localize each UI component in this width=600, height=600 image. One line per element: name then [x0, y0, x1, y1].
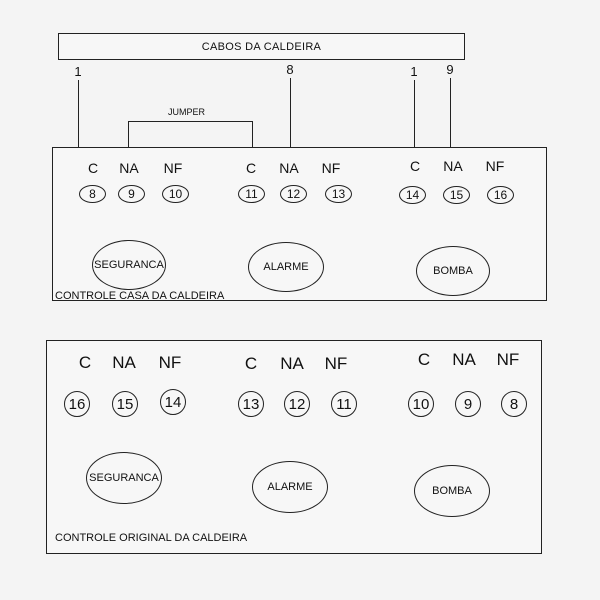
cable-box-title: CABOS DA CALDEIRA	[201, 40, 322, 53]
p2-caption: CONTROLE ORIGINAL DA CALDEIRA	[55, 532, 248, 544]
p2-label-na-2: NA	[280, 354, 304, 373]
jumper-wire-top	[128, 121, 253, 122]
p1-terminal-8: 8	[79, 185, 106, 203]
p2-terminal-8: 8	[501, 391, 527, 417]
p1-terminal-11: 11	[238, 185, 265, 203]
cable-box	[58, 33, 465, 60]
p2-device-alarme: ALARME	[252, 461, 328, 513]
wire-number-1: 1	[74, 64, 82, 79]
p1-terminal-14: 14	[399, 186, 426, 204]
p2-terminal-15: 15	[112, 391, 138, 417]
p1-device-alarme: ALARME	[248, 242, 324, 292]
p1-label-c-1: C	[87, 160, 99, 176]
p2-device-bomba: BOMBA	[414, 465, 490, 517]
p2-label-na-1: NA	[112, 353, 136, 372]
p1-label-nf-2: NF	[321, 160, 341, 176]
p1-device-bomba: BOMBA	[416, 246, 490, 296]
p1-label-na-2: NA	[279, 160, 299, 176]
p1-terminal-13: 13	[325, 185, 352, 203]
p2-device-seguranca: SEGURANCA	[86, 452, 162, 504]
p2-label-nf-1: NF	[158, 353, 182, 372]
p2-label-nf-3: NF	[496, 350, 520, 369]
wire-number-9: 9	[446, 62, 454, 77]
wire-9	[450, 78, 451, 148]
p2-label-nf-2: NF	[324, 354, 348, 373]
p2-label-na-3: NA	[452, 350, 476, 369]
p2-label-c-2: C	[244, 354, 258, 373]
p1-label-nf-3: NF	[485, 158, 505, 174]
wire-number-1b: 1	[410, 64, 418, 79]
p2-terminal-13: 13	[238, 391, 264, 417]
p1-terminal-12: 12	[280, 185, 307, 203]
p2-terminal-12: 12	[284, 391, 310, 417]
p1-label-c-3: C	[409, 158, 421, 174]
p2-label-c-1: C	[78, 353, 92, 372]
p2-terminal-16: 16	[64, 391, 90, 417]
p1-terminal-9: 9	[118, 185, 145, 203]
p1-label-nf-1: NF	[163, 160, 183, 176]
p2-terminal-11: 11	[331, 391, 357, 417]
wire-8	[290, 78, 291, 148]
p2-label-c-3: C	[417, 350, 431, 369]
jumper-label: JUMPER	[168, 107, 206, 117]
p1-terminal-15: 15	[443, 186, 470, 204]
jumper-wire-left	[128, 121, 129, 148]
wire-number-8: 8	[286, 62, 294, 77]
wire-1	[78, 80, 79, 148]
p2-terminal-9: 9	[455, 391, 481, 417]
wire-1b	[414, 80, 415, 148]
p1-caption: CONTROLE CASA DA CALDEIRA	[55, 290, 225, 302]
p2-terminal-14: 14	[160, 389, 186, 415]
p1-label-na-3: NA	[443, 158, 463, 174]
p2-terminal-10: 10	[408, 391, 434, 417]
p1-label-na-1: NA	[119, 160, 139, 176]
p1-label-c-2: C	[245, 160, 257, 176]
p1-terminal-10: 10	[162, 185, 189, 203]
p1-terminal-16: 16	[487, 186, 514, 204]
p1-device-seguranca: SEGURANCA	[92, 240, 166, 290]
jumper-wire-right	[252, 121, 253, 148]
